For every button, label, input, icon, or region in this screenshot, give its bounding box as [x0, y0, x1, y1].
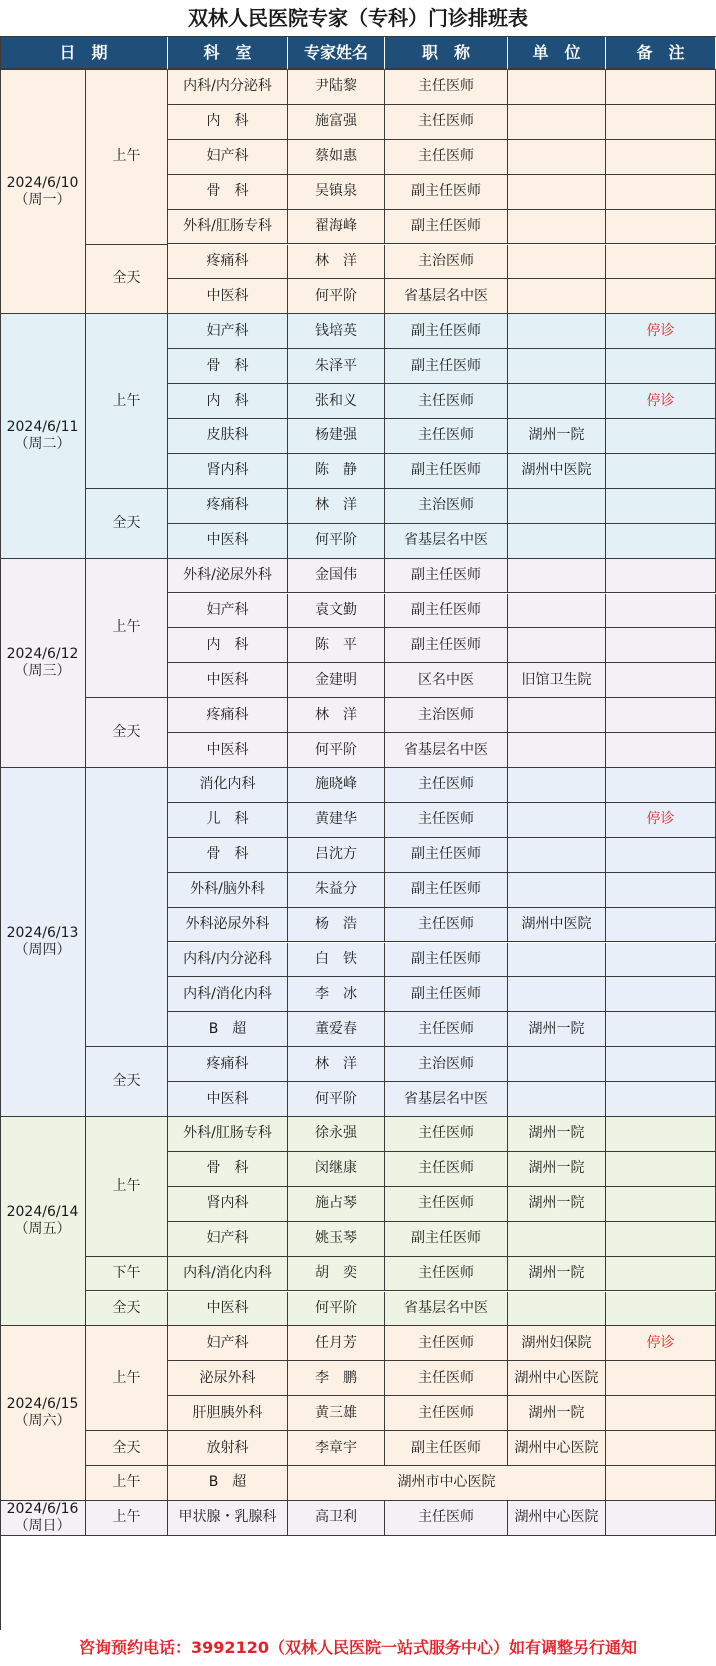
- header-remark: 备 注: [606, 36, 716, 70]
- date-cell: 2024/6/11 （周二）: [0, 314, 86, 558]
- session-cell: 全天: [86, 698, 168, 768]
- title-cell: 主任医师: [385, 384, 508, 419]
- expert-name-cell: 蔡如惠: [288, 140, 385, 175]
- unit-cell: [508, 279, 606, 314]
- remark-cell: [606, 768, 716, 803]
- unit-cell: [508, 245, 606, 280]
- remark-cell: [606, 1187, 716, 1222]
- unit-cell: [508, 733, 606, 768]
- department-cell: 骨 科: [168, 1152, 288, 1187]
- department-cell: 中医科: [168, 1082, 288, 1117]
- expert-name-cell: 施晓峰: [288, 768, 385, 803]
- session-cell: 全天: [86, 1047, 168, 1117]
- department-cell: 肾内科: [168, 1187, 288, 1222]
- unit-cell: [508, 1292, 606, 1327]
- session-cell: 全天: [86, 1292, 168, 1327]
- expert-name-cell: 杨 浩: [288, 908, 385, 943]
- session-cell: 全天: [86, 1431, 168, 1466]
- session-cell: 上午: [86, 70, 168, 245]
- title-cell: 省基层名中医: [385, 524, 508, 559]
- session-cell: 全天: [86, 489, 168, 559]
- footer-note: 咨询预约电话：3992120（双林人民医院一站式服务中心）如有调整另行通知: [79, 1638, 637, 1657]
- remark-cell: [606, 140, 716, 175]
- unit-cell: [508, 210, 606, 245]
- remark-cell: [606, 349, 716, 384]
- unit-cell: [508, 140, 606, 175]
- session-cell: 上午: [86, 1501, 168, 1536]
- department-cell: 内科/消化内科: [168, 1257, 288, 1292]
- title-cell: 主任医师: [385, 1117, 508, 1152]
- remark-cell: [606, 838, 716, 873]
- unit-cell: [508, 838, 606, 873]
- department-cell: 消化内科: [168, 768, 288, 803]
- department-cell: B 超: [168, 1466, 288, 1501]
- remark-cell: [606, 663, 716, 698]
- header-unit: 单 位: [508, 36, 606, 70]
- remark-cell: [606, 1501, 716, 1536]
- expert-name-cell: 白 铁: [288, 943, 385, 978]
- expert-name-cell: 董爱春: [288, 1012, 385, 1047]
- unit-cell: [508, 314, 606, 349]
- department-cell: 肾内科: [168, 454, 288, 489]
- department-cell: 中医科: [168, 733, 288, 768]
- header-expert-name: 专家姓名: [288, 36, 385, 70]
- unit-cell: [508, 105, 606, 140]
- department-cell: 中医科: [168, 1292, 288, 1327]
- expert-name-cell: 张和义: [288, 384, 385, 419]
- department-cell: 疼痛科: [168, 1047, 288, 1082]
- title-cell: 副主任医师: [385, 838, 508, 873]
- remark-cell: [606, 908, 716, 943]
- title-cell: 副主任医师: [385, 1431, 508, 1466]
- remark-cell: [606, 245, 716, 280]
- remark-cell: [606, 1117, 716, 1152]
- expert-name-cell: 徐永强: [288, 1117, 385, 1152]
- date-cell: 2024/6/10 （周一）: [0, 70, 86, 314]
- title-cell: 主任医师: [385, 803, 508, 838]
- remark-cell: [606, 1012, 716, 1047]
- expert-name-cell: 闵继康: [288, 1152, 385, 1187]
- department-cell: 中医科: [168, 524, 288, 559]
- header-date: 日 期: [0, 36, 168, 70]
- unit-cell: [508, 943, 606, 978]
- title-cell: 省基层名中医: [385, 733, 508, 768]
- expert-name-cell: 何平阶: [288, 733, 385, 768]
- department-cell: 儿 科: [168, 803, 288, 838]
- department-cell: 外科泌尿外科: [168, 908, 288, 943]
- department-cell: 内科/消化内科: [168, 977, 288, 1012]
- department-cell: 疼痛科: [168, 489, 288, 524]
- expert-name-cell: 金建明: [288, 663, 385, 698]
- remark-cell: [606, 419, 716, 454]
- department-cell: 甲状腺・乳腺科: [168, 1501, 288, 1536]
- expert-name-cell: 林 洋: [288, 698, 385, 733]
- remark-cell: [606, 977, 716, 1012]
- title-cell: 省基层名中医: [385, 1082, 508, 1117]
- expert-name-cell: 何平阶: [288, 524, 385, 559]
- department-cell: B 超: [168, 1012, 288, 1047]
- remark-cell: [606, 1222, 716, 1257]
- department-cell: 疼痛科: [168, 698, 288, 733]
- title-cell: 副主任医师: [385, 977, 508, 1012]
- title-cell: 主治医师: [385, 245, 508, 280]
- title-cell: 副主任医师: [385, 559, 508, 594]
- expert-name-cell: 陈 静: [288, 454, 385, 489]
- title-cell: 省基层名中医: [385, 1292, 508, 1327]
- expert-name-cell: 林 洋: [288, 245, 385, 280]
- unit-cell: 旧馆卫生院: [508, 663, 606, 698]
- expert-name-cell: 朱益分: [288, 873, 385, 908]
- title-cell: 主任医师: [385, 908, 508, 943]
- session-cell: 下午: [86, 1257, 168, 1292]
- unit-cell: 湖州一院: [508, 1152, 606, 1187]
- unit-cell: 湖州一院: [508, 1117, 606, 1152]
- session-cell: 上午: [86, 1117, 168, 1257]
- title-cell: 副主任医师: [385, 210, 508, 245]
- title-cell: 副主任医师: [385, 873, 508, 908]
- date-cell: 2024/6/12 （周三）: [0, 559, 86, 768]
- remark-cell: [606, 70, 716, 105]
- expert-name-cell: 袁文勤: [288, 594, 385, 629]
- title-cell: 主任医师: [385, 1501, 508, 1536]
- expert-name-cell: 李 冰: [288, 977, 385, 1012]
- department-cell: 内 科: [168, 384, 288, 419]
- remark-cell: [606, 1292, 716, 1327]
- expert-name-cell: 高卫利: [288, 1501, 385, 1536]
- title-cell: 主治医师: [385, 698, 508, 733]
- department-cell: 内 科: [168, 628, 288, 663]
- remark-cell: 停诊: [606, 384, 716, 419]
- expert-name-cell: 吴镇泉: [288, 175, 385, 210]
- unit-cell: 湖州中心医院: [508, 1501, 606, 1536]
- remark-cell: [606, 1396, 716, 1431]
- title-cell: 副主任医师: [385, 594, 508, 629]
- remark-cell: [606, 1431, 716, 1466]
- department-cell: 骨 科: [168, 349, 288, 384]
- title-cell: 主任医师: [385, 1326, 508, 1361]
- expert-name-cell: 尹陆黎: [288, 70, 385, 105]
- title-cell: 副主任医师: [385, 628, 508, 663]
- remark-cell: [606, 454, 716, 489]
- remark-cell: [606, 1257, 716, 1292]
- title-cell: 区名中医: [385, 663, 508, 698]
- unit-cell: 湖州一院: [508, 1187, 606, 1222]
- title-cell: 主任医师: [385, 1396, 508, 1431]
- unit-cell: [508, 594, 606, 629]
- title-cell: 主任医师: [385, 768, 508, 803]
- remark-cell: [606, 698, 716, 733]
- expert-name-cell: 何平阶: [288, 279, 385, 314]
- date-cell: 2024/6/16 （周日）: [0, 1501, 86, 1536]
- unit-cell: [508, 559, 606, 594]
- date-cell: 2024/6/15 （周六）: [0, 1326, 86, 1501]
- department-cell: 妇产科: [168, 140, 288, 175]
- title-cell: 主任医师: [385, 1187, 508, 1222]
- session-cell: [86, 768, 168, 1047]
- unit-cell: 湖州妇保院: [508, 1326, 606, 1361]
- header-title: 职 称: [385, 36, 508, 70]
- department-cell: 皮肤科: [168, 419, 288, 454]
- remark-cell: [606, 873, 716, 908]
- unit-cell: [508, 489, 606, 524]
- unit-cell: 湖州中心医院: [508, 1431, 606, 1466]
- merged-unit-cell: 湖州市中心医院: [288, 1466, 606, 1501]
- unit-cell: [508, 70, 606, 105]
- expert-name-cell: 翟海峰: [288, 210, 385, 245]
- expert-name-cell: 林 洋: [288, 489, 385, 524]
- remark-cell: [606, 1047, 716, 1082]
- title-cell: 主治医师: [385, 1047, 508, 1082]
- department-cell: 妇产科: [168, 1326, 288, 1361]
- unit-cell: [508, 1047, 606, 1082]
- remark-cell: [606, 524, 716, 559]
- department-cell: 内科/内分泌科: [168, 943, 288, 978]
- title-cell: 主任医师: [385, 1152, 508, 1187]
- unit-cell: [508, 175, 606, 210]
- title-cell: 主任医师: [385, 1012, 508, 1047]
- department-cell: 妇产科: [168, 314, 288, 349]
- expert-name-cell: 金国伟: [288, 559, 385, 594]
- department-cell: 中医科: [168, 663, 288, 698]
- unit-cell: 湖州一院: [508, 1396, 606, 1431]
- title-cell: 主任医师: [385, 70, 508, 105]
- department-cell: 内 科: [168, 105, 288, 140]
- title-cell: 主任医师: [385, 419, 508, 454]
- remark-cell: [606, 628, 716, 663]
- expert-name-cell: 吕沈方: [288, 838, 385, 873]
- title-cell: 副主任医师: [385, 314, 508, 349]
- remark-cell: [606, 1152, 716, 1187]
- unit-cell: 湖州一院: [508, 419, 606, 454]
- title-cell: 主治医师: [385, 489, 508, 524]
- expert-name-cell: 黄建华: [288, 803, 385, 838]
- department-cell: 骨 科: [168, 838, 288, 873]
- title-cell: 主任医师: [385, 140, 508, 175]
- remark-cell: [606, 175, 716, 210]
- schedule-table: [0, 36, 716, 1630]
- expert-name-cell: 李 鹏: [288, 1361, 385, 1396]
- department-cell: 肝胆胰外科: [168, 1396, 288, 1431]
- remark-cell: [606, 1466, 716, 1501]
- remark-cell: [606, 489, 716, 524]
- remark-cell: [606, 559, 716, 594]
- unit-cell: [508, 698, 606, 733]
- remark-cell: 停诊: [606, 803, 716, 838]
- expert-name-cell: 姚玉琴: [288, 1222, 385, 1257]
- title-cell: 主任医师: [385, 1361, 508, 1396]
- department-cell: 外科/泌尿外科: [168, 559, 288, 594]
- expert-name-cell: 施占琴: [288, 1187, 385, 1222]
- expert-name-cell: 施富强: [288, 105, 385, 140]
- department-cell: 中医科: [168, 279, 288, 314]
- title-cell: 副主任医师: [385, 175, 508, 210]
- unit-cell: [508, 1082, 606, 1117]
- unit-cell: 湖州中心医院: [508, 1361, 606, 1396]
- department-cell: 妇产科: [168, 1222, 288, 1257]
- unit-cell: 湖州中医院: [508, 908, 606, 943]
- unit-cell: 湖州一院: [508, 1012, 606, 1047]
- remark-cell: [606, 733, 716, 768]
- remark-cell: [606, 210, 716, 245]
- remark-cell: [606, 1082, 716, 1117]
- department-cell: 泌尿外科: [168, 1361, 288, 1396]
- department-cell: 疼痛科: [168, 245, 288, 280]
- page-title: 双林人民医院专家（专科）门诊排班表: [188, 6, 528, 30]
- remark-cell: [606, 943, 716, 978]
- title-cell: 副主任医师: [385, 454, 508, 489]
- title-cell: 主任医师: [385, 105, 508, 140]
- expert-name-cell: 林 洋: [288, 1047, 385, 1082]
- department-cell: 外科/肛肠专科: [168, 1117, 288, 1152]
- department-cell: 外科/脑外科: [168, 873, 288, 908]
- header-department: 科 室: [168, 36, 288, 70]
- session-cell: 全天: [86, 245, 168, 315]
- department-cell: 放射科: [168, 1431, 288, 1466]
- unit-cell: [508, 768, 606, 803]
- session-cell: 上午: [86, 1326, 168, 1431]
- remark-cell: 停诊: [606, 314, 716, 349]
- unit-cell: [508, 977, 606, 1012]
- session-cell: 上午: [86, 314, 168, 489]
- expert-name-cell: 何平阶: [288, 1292, 385, 1327]
- session-cell: 上午: [86, 559, 168, 699]
- expert-name-cell: 陈 平: [288, 628, 385, 663]
- date-cell: 2024/6/14 （周五）: [0, 1117, 86, 1326]
- remark-cell: [606, 279, 716, 314]
- unit-cell: 湖州中医院: [508, 454, 606, 489]
- title-cell: 副主任医师: [385, 943, 508, 978]
- expert-name-cell: 胡 奕: [288, 1257, 385, 1292]
- department-cell: 骨 科: [168, 175, 288, 210]
- unit-cell: 湖州一院: [508, 1257, 606, 1292]
- title-cell: 副主任医师: [385, 349, 508, 384]
- remark-cell: [606, 594, 716, 629]
- unit-cell: [508, 1222, 606, 1257]
- expert-name-cell: 李章宇: [288, 1431, 385, 1466]
- expert-name-cell: 黄三雄: [288, 1396, 385, 1431]
- remark-cell: 停诊: [606, 1326, 716, 1361]
- unit-cell: [508, 524, 606, 559]
- unit-cell: [508, 384, 606, 419]
- date-cell: 2024/6/13 （周四）: [0, 768, 86, 1117]
- expert-name-cell: 何平阶: [288, 1082, 385, 1117]
- remark-cell: [606, 105, 716, 140]
- unit-cell: [508, 873, 606, 908]
- session-cell: 上午: [86, 1466, 168, 1501]
- unit-cell: [508, 628, 606, 663]
- expert-name-cell: 任月芳: [288, 1326, 385, 1361]
- title-cell: 主任医师: [385, 1257, 508, 1292]
- unit-cell: [508, 349, 606, 384]
- expert-name-cell: 钱培英: [288, 314, 385, 349]
- expert-name-cell: 杨建强: [288, 419, 385, 454]
- expert-name-cell: 朱泽平: [288, 349, 385, 384]
- remark-cell: [606, 1361, 716, 1396]
- department-cell: 妇产科: [168, 594, 288, 629]
- unit-cell: [508, 803, 606, 838]
- department-cell: 外科/肛肠专科: [168, 210, 288, 245]
- title-cell: 省基层名中医: [385, 279, 508, 314]
- department-cell: 内科/内分泌科: [168, 70, 288, 105]
- title-cell: 副主任医师: [385, 1222, 508, 1257]
